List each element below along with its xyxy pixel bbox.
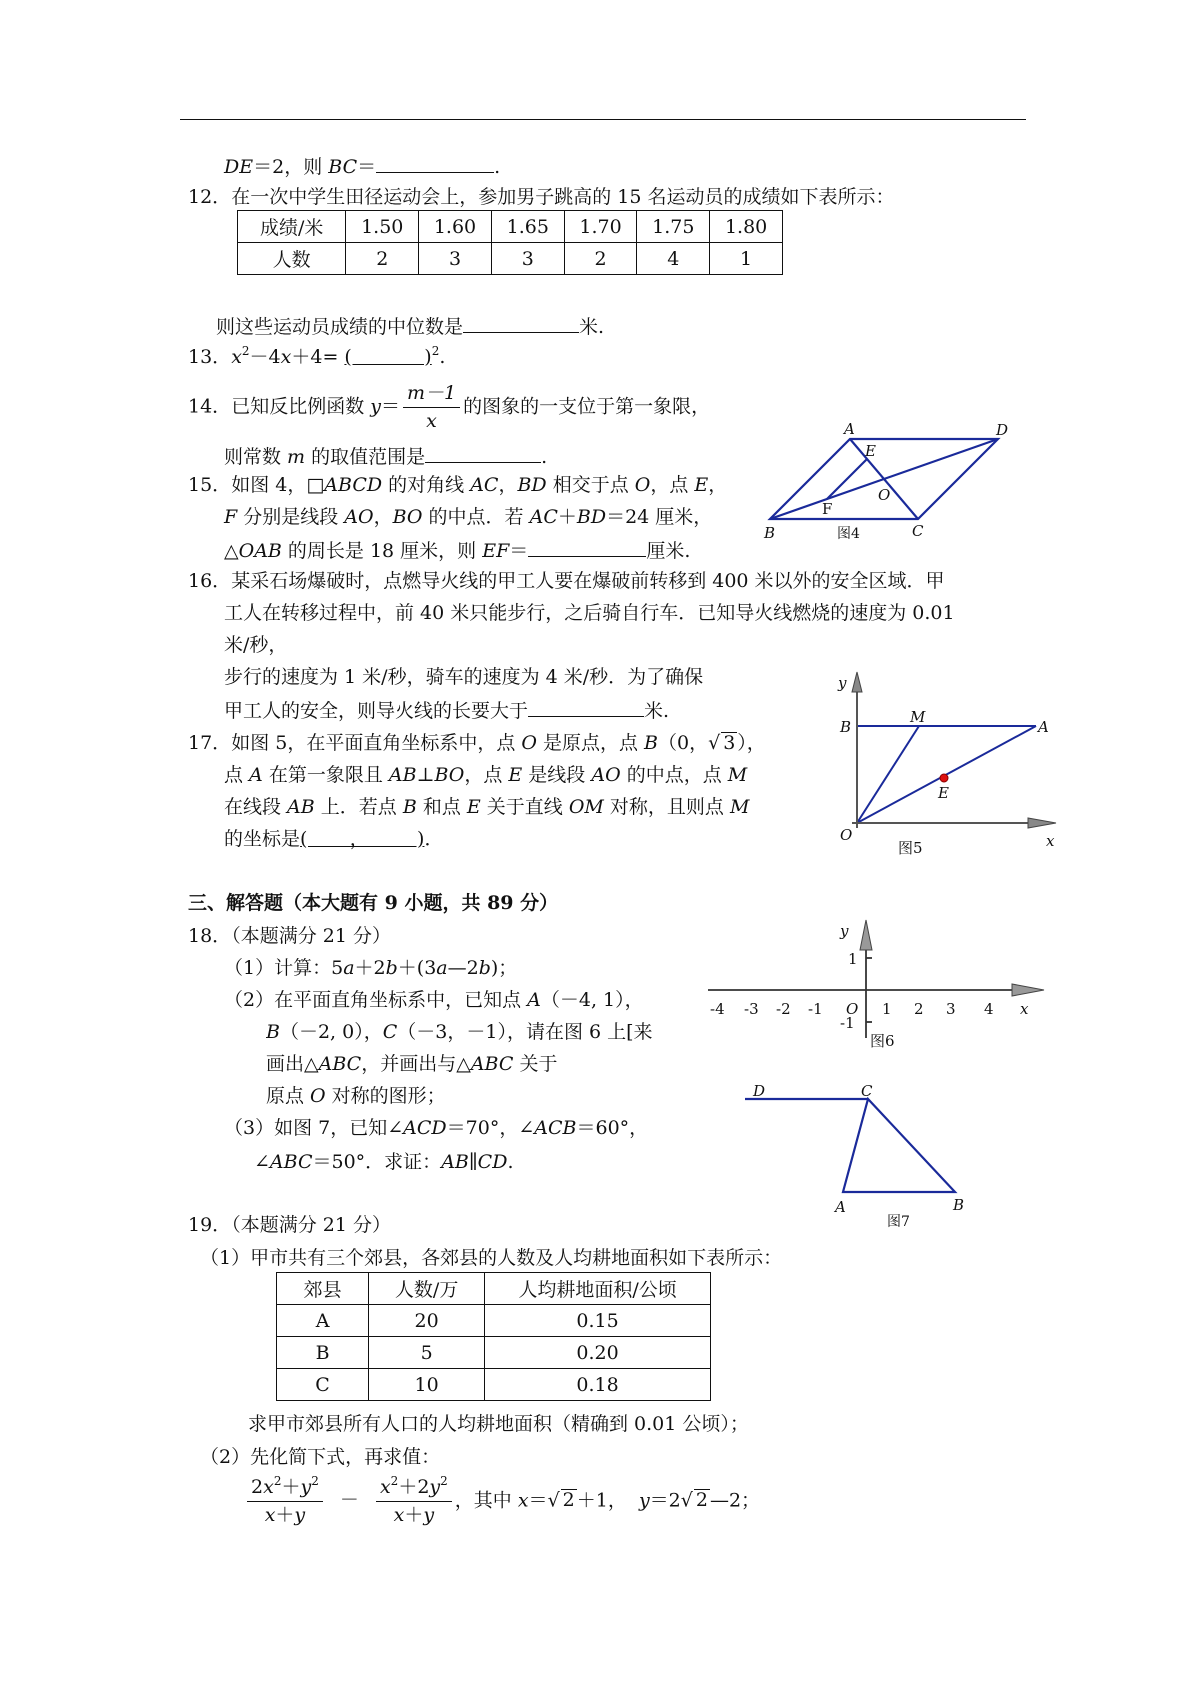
tick-label: -2 bbox=[776, 1000, 791, 1018]
table-row bbox=[277, 1369, 711, 1401]
q19-minus: － bbox=[339, 1489, 359, 1512]
sqrt-icon: √ bbox=[680, 1489, 693, 1512]
label-y: y bbox=[838, 674, 847, 692]
q17-ao: AO bbox=[591, 764, 621, 786]
section-3-heading bbox=[188, 892, 558, 915]
table-cell: 0.15 bbox=[485, 1305, 711, 1337]
q14-m: m bbox=[287, 446, 306, 468]
q15-oab: OAB bbox=[238, 540, 282, 562]
tick-label: -1 bbox=[840, 1014, 855, 1032]
q18-number: 18． bbox=[188, 925, 232, 947]
table-row bbox=[277, 1305, 711, 1337]
q17-ab: AB bbox=[388, 764, 417, 786]
label-m: M bbox=[910, 708, 926, 726]
q15-ac2: AC bbox=[529, 506, 558, 528]
q15-text: ＝24 厘米， bbox=[606, 506, 713, 528]
q17-o: O bbox=[521, 732, 537, 754]
label-b: B bbox=[840, 718, 852, 736]
q14-fraction bbox=[403, 382, 460, 433]
q14-line2 bbox=[224, 444, 547, 469]
q11-tail bbox=[224, 154, 500, 179]
q15-f: F bbox=[224, 506, 238, 528]
q11-answer-blank[interactable] bbox=[376, 154, 494, 173]
table-cell: 2 bbox=[564, 243, 637, 275]
q15-answer-blank[interactable] bbox=[528, 538, 646, 557]
q18-a: A bbox=[527, 989, 541, 1011]
point-e-marker bbox=[940, 774, 948, 782]
figure-7-geometry bbox=[745, 1080, 975, 1230]
q18-c: C bbox=[382, 1021, 398, 1043]
q14-text-post: 的图象的一支位于第一象限， bbox=[463, 395, 711, 418]
table-cell: 1.70 bbox=[564, 211, 637, 243]
q15-plus: ＋ bbox=[557, 506, 577, 528]
q17-m: M bbox=[727, 764, 748, 786]
table-cell: 成绩/米 bbox=[238, 211, 346, 243]
figure-6-coordinate-axes bbox=[706, 914, 1058, 1054]
tick-label: O bbox=[846, 1000, 859, 1018]
y-axis-label: y bbox=[840, 922, 849, 940]
y-axis-arrow-icon bbox=[852, 672, 862, 692]
q18-text: （3）如图 7，已知∠ bbox=[224, 1117, 404, 1139]
q18-expr: b bbox=[385, 957, 398, 979]
q18-text: 对称的图形； bbox=[325, 1085, 446, 1107]
q16-text: 甲工人的安全，则导火线的长要大于 bbox=[224, 700, 529, 722]
q15-text: ， bbox=[373, 506, 393, 528]
triangle-abc bbox=[843, 1099, 955, 1192]
table-cell: 0.20 bbox=[485, 1337, 711, 1369]
q13-sup: 2 bbox=[241, 344, 250, 358]
q14-y: y bbox=[370, 395, 381, 418]
q12-question bbox=[216, 314, 604, 339]
q14-text-pre: 已知反比例函数 bbox=[231, 395, 371, 418]
q18-expr: ＋2 bbox=[354, 957, 386, 979]
q14-line1 bbox=[188, 382, 710, 433]
label-e: E bbox=[938, 784, 949, 802]
q18-text: ＝70°，∠ bbox=[446, 1117, 535, 1139]
q18-cd: CD bbox=[477, 1151, 508, 1173]
q12-text: 在一次中学生田径运动会上，参加男子跳高的 15 名运动员的成绩如下表所示： bbox=[231, 186, 895, 208]
q14-dot: . bbox=[541, 446, 548, 468]
q18-acb: ACB bbox=[534, 1117, 577, 1139]
q16-line1 bbox=[188, 570, 945, 593]
q12-stem bbox=[188, 186, 894, 209]
q17-number: 17． bbox=[188, 732, 232, 754]
table-cell: A bbox=[277, 1305, 369, 1337]
q17-m2: M bbox=[729, 796, 750, 818]
label-a: A bbox=[835, 1198, 846, 1216]
q18-text: （2）在平面直角坐标系中，已知点 bbox=[224, 989, 528, 1011]
q16-answer-blank[interactable] bbox=[528, 698, 644, 717]
q18-points: （本题满分 21 分） bbox=[231, 925, 391, 947]
q11-end: . bbox=[494, 156, 501, 178]
q13-answer-blank[interactable]: ( ) bbox=[344, 346, 432, 368]
q19-part2-expression bbox=[244, 1476, 760, 1527]
q16-line3 bbox=[224, 634, 287, 657]
q17-text: 在线段 bbox=[224, 796, 288, 818]
q18-text: （－4, 1）， bbox=[540, 989, 644, 1011]
q18-b: B bbox=[266, 1021, 280, 1043]
x-axis-label: x bbox=[1020, 1000, 1029, 1018]
q13-number: 13． bbox=[188, 346, 232, 368]
q12-number: 12． bbox=[188, 186, 232, 208]
q18-expr: )； bbox=[490, 957, 518, 979]
q19-part1-question bbox=[248, 1413, 749, 1436]
q18-text: . bbox=[507, 1151, 514, 1173]
q18-ab: AB bbox=[441, 1151, 469, 1173]
table-cell: 20 bbox=[369, 1305, 485, 1337]
q18-text: 关于 bbox=[513, 1053, 558, 1075]
q18-text: 原点 bbox=[266, 1085, 311, 1107]
q17-text: 对称，且则点 bbox=[603, 796, 730, 818]
label-o: O bbox=[840, 826, 853, 844]
q15-unit: 厘米. bbox=[646, 540, 691, 562]
q17-text: 关于直线 bbox=[480, 796, 569, 818]
q12-question-unit: 米. bbox=[579, 316, 605, 338]
q17-line1 bbox=[188, 732, 766, 755]
q17-perp: ⊥ bbox=[416, 764, 435, 786]
q18-abc3: ABC bbox=[269, 1151, 313, 1173]
q17-line2 bbox=[224, 764, 747, 787]
label-o: O bbox=[878, 486, 891, 504]
q14-line2-post: 的取值范围是 bbox=[305, 446, 426, 468]
q19-table bbox=[276, 1272, 711, 1401]
figure-6-caption: 图6 bbox=[870, 1032, 895, 1050]
y-axis-arrow-icon bbox=[860, 920, 872, 950]
q15-line2 bbox=[224, 506, 712, 529]
q18-text: ，并画出与△ bbox=[361, 1053, 471, 1075]
q18-abc: ABC bbox=[318, 1053, 362, 1075]
q18-part2-line4 bbox=[266, 1085, 446, 1108]
q18-acd: ACD bbox=[403, 1117, 447, 1139]
q17-text: 是线段 bbox=[522, 764, 592, 786]
q14-number: 14． bbox=[188, 395, 232, 418]
q17-b2: B bbox=[402, 796, 417, 818]
figure-5-caption: 图5 bbox=[898, 839, 923, 857]
q13-x2: x bbox=[280, 346, 292, 368]
q13-x: x bbox=[231, 346, 242, 368]
sqrt-icon: √ bbox=[708, 732, 721, 754]
q16-text: 工人在转移过程中，前 40 米只能步行，之后骑自行车．已知导火线燃烧的速度为 0.01 bbox=[224, 602, 955, 624]
figure-5-coordinate-plane bbox=[826, 668, 1060, 858]
q19-text: ＝2 bbox=[649, 1489, 681, 1512]
table-cell: B bbox=[277, 1337, 369, 1369]
q11-eq: ＝2，则 bbox=[253, 156, 329, 178]
table-cell: 2 bbox=[346, 243, 419, 275]
q15-bd: BD bbox=[517, 474, 547, 496]
q18-text: （1）计算： bbox=[224, 957, 332, 979]
q12-question-text: 则这些运动员成绩的中位数是 bbox=[216, 316, 464, 338]
q16-line5 bbox=[224, 698, 669, 723]
table-cell: 1.75 bbox=[637, 211, 710, 243]
q17-e: E bbox=[508, 764, 523, 786]
segment-om bbox=[857, 726, 919, 823]
table-cell: 5 bbox=[369, 1337, 485, 1369]
frac-num: $2x^2+y^2$ bbox=[247, 1476, 323, 1502]
tick-label: 4 bbox=[984, 1000, 994, 1018]
q18-text: （－3，－1），请在图 6 上[来 bbox=[397, 1021, 653, 1043]
diagonal-bd bbox=[770, 439, 998, 519]
tick-label: -4 bbox=[710, 1000, 725, 1018]
frac-den: x＋y bbox=[264, 1503, 306, 1526]
section-3-title: 三、解答题（本大题有 9 小题，共 89 分） bbox=[188, 892, 559, 914]
sqrt-icon: √ bbox=[547, 1489, 560, 1512]
q17-text: 在第一象限且 bbox=[262, 764, 389, 786]
table-cell: 3 bbox=[491, 243, 564, 275]
q19-text: 求甲市郊县所有人口的人均耕地面积（精确到 0.01 公顷）； bbox=[248, 1413, 749, 1435]
q14-eq: ＝ bbox=[380, 395, 400, 418]
q17-text: ）， bbox=[737, 732, 766, 754]
q17-text: 和点 bbox=[416, 796, 467, 818]
q18-header bbox=[188, 925, 391, 948]
q18-abc2: ABC bbox=[470, 1053, 514, 1075]
q16-text: 某采石场爆破时，点燃导火线的甲工人要在爆破前转移到 400 米以外的安全区域．甲 bbox=[231, 570, 945, 592]
tick-label: 1 bbox=[848, 950, 858, 968]
table-cell: 人均耕地面积/公顷 bbox=[485, 1273, 711, 1305]
q13-end: ＋4= bbox=[291, 346, 345, 368]
table-cell: 1.50 bbox=[346, 211, 419, 243]
q16-line4 bbox=[224, 666, 703, 689]
q18-expr: b bbox=[478, 957, 491, 979]
q19-text: （1）甲市共有三个郊县，各郊县的人数及人均耕地面积如下表所示： bbox=[200, 1247, 783, 1269]
q17-text: （0， bbox=[658, 732, 709, 754]
q19-y: y bbox=[638, 1489, 650, 1512]
q18-expr: —2 bbox=[447, 957, 479, 979]
table-cell: 1 bbox=[710, 243, 783, 275]
q17-answer-blank[interactable]: ( ， ) bbox=[300, 828, 425, 850]
q15-abcd: □ABCD bbox=[306, 474, 383, 496]
q13 bbox=[188, 346, 445, 369]
q19-text: —2； bbox=[709, 1489, 761, 1512]
q19-part1 bbox=[200, 1247, 782, 1270]
q15-ef: EF bbox=[482, 540, 510, 562]
label-d: D bbox=[753, 1082, 766, 1100]
tick-label: -1 bbox=[808, 1000, 823, 1018]
q16-text: 米/秒， bbox=[224, 634, 288, 656]
q17-bo: BO bbox=[434, 764, 465, 786]
q19-fraction-1 bbox=[247, 1476, 323, 1527]
tick-label: 2 bbox=[914, 1000, 924, 1018]
q18-part3-line2 bbox=[254, 1151, 513, 1174]
table-cell: 1.60 bbox=[419, 211, 492, 243]
q15-text: 分别是线段 bbox=[237, 506, 345, 528]
q15-e: E bbox=[694, 474, 709, 496]
q17-text: 如图 5，在平面直角坐标系中，点 bbox=[231, 732, 522, 754]
q15-line3 bbox=[224, 538, 690, 563]
figure-7-caption: 图7 bbox=[887, 1214, 910, 1230]
q19-text: ＋1， bbox=[576, 1489, 639, 1512]
table-cell: 3 bbox=[419, 243, 492, 275]
tick-label: 3 bbox=[946, 1000, 956, 1018]
q17-text: 点 bbox=[224, 764, 250, 786]
tick-label: -3 bbox=[744, 1000, 759, 1018]
q13-sup2: 2 bbox=[431, 344, 440, 358]
q17-ab2: AB bbox=[287, 796, 315, 818]
q15-text: 的中点．若 bbox=[422, 506, 530, 528]
q18-text: ＝50°．求证： bbox=[312, 1151, 442, 1173]
label-e: E bbox=[865, 442, 876, 460]
q18-part3-line1 bbox=[224, 1117, 648, 1140]
q11-eq2: ＝ bbox=[357, 156, 377, 178]
frac-den: x＋y bbox=[393, 1503, 435, 1526]
q15-text: ， bbox=[708, 474, 728, 496]
label-b: B bbox=[764, 524, 776, 542]
q19-sqrt2: 2 bbox=[695, 1489, 708, 1512]
q15-text: 如图 4， bbox=[231, 474, 307, 496]
table-cell: 4 bbox=[637, 243, 710, 275]
q19-part2 bbox=[200, 1446, 440, 1469]
q17-text: 的坐标是 bbox=[224, 828, 301, 850]
q15-text: ， bbox=[498, 474, 518, 496]
q17-text: ，点 bbox=[464, 764, 509, 786]
q12-table bbox=[237, 210, 783, 275]
table-cell: 1.65 bbox=[491, 211, 564, 243]
q14-frac-num: m－1 bbox=[403, 382, 460, 408]
q17-line3 bbox=[224, 796, 749, 819]
q18-expr: a bbox=[343, 957, 355, 979]
q14-answer-blank[interactable] bbox=[425, 444, 541, 463]
q17-a: A bbox=[249, 764, 263, 786]
q15-text: ，点 bbox=[650, 474, 695, 496]
q18-expr: a bbox=[436, 957, 448, 979]
q13-dot: . bbox=[439, 346, 446, 368]
q15-ac: AC bbox=[470, 474, 499, 496]
x-axis-arrow-icon bbox=[1012, 984, 1044, 996]
q16-number: 16． bbox=[188, 570, 232, 592]
q15-triangle: △ bbox=[224, 540, 239, 562]
q15-ao: AO bbox=[344, 506, 374, 528]
frac-num: $x^2+2y^2$ bbox=[376, 1476, 452, 1502]
q16-line2 bbox=[224, 602, 955, 625]
table-row bbox=[277, 1337, 711, 1369]
table-cell: 人数/万 bbox=[369, 1273, 485, 1305]
q18-part2-line3 bbox=[266, 1053, 557, 1076]
label-d: D bbox=[996, 421, 1009, 439]
q15-text: 相交于点 bbox=[546, 474, 635, 496]
q15-text: 的对角线 bbox=[382, 474, 471, 496]
q18-part2-line1 bbox=[224, 989, 644, 1012]
q19-text: ，其中 bbox=[454, 1489, 518, 1512]
label-x: x bbox=[1046, 832, 1055, 850]
q19-points: （本题满分 21 分） bbox=[231, 1214, 391, 1236]
header-rule bbox=[180, 119, 1026, 120]
figure-4-caption: 图4 bbox=[837, 526, 860, 542]
q19-sqrt: 2 bbox=[562, 1489, 575, 1512]
q15-bd2: BD bbox=[576, 506, 607, 528]
q17-line4 bbox=[224, 828, 443, 851]
q14-line2-pre: 则常数 bbox=[224, 446, 288, 468]
label-f: F bbox=[822, 500, 833, 518]
q17-e2: E bbox=[466, 796, 481, 818]
q18-part2-line2 bbox=[266, 1021, 696, 1044]
table-cell: 人数 bbox=[238, 243, 346, 275]
q17-om: OM bbox=[568, 796, 604, 818]
q18-part1 bbox=[224, 957, 517, 980]
q18-parallel: ∥ bbox=[468, 1151, 478, 1173]
label-b: B bbox=[953, 1196, 965, 1214]
q19-fraction-2 bbox=[376, 1476, 452, 1527]
q17-text: 是原点，点 bbox=[536, 732, 645, 754]
q12-answer-blank[interactable] bbox=[463, 314, 579, 333]
q15-o: O bbox=[634, 474, 651, 496]
table-row bbox=[277, 1273, 711, 1305]
q18-angle: ∠ bbox=[254, 1151, 270, 1173]
q18-expr: ＋(3 bbox=[397, 957, 437, 979]
q15-eq: ＝ bbox=[509, 540, 529, 562]
q11-bc: BC bbox=[328, 156, 358, 178]
label-a: A bbox=[1038, 718, 1049, 736]
table-row bbox=[238, 211, 783, 243]
q16-unit: 米. bbox=[644, 700, 670, 722]
table-cell: 1.80 bbox=[710, 211, 783, 243]
q14-frac-den: x bbox=[426, 409, 437, 432]
q17-text: 的中点，点 bbox=[620, 764, 728, 786]
q15-line1 bbox=[188, 474, 727, 497]
q17-text: 上．若点 bbox=[314, 796, 403, 818]
q19-text: （2）先化简下式，再求值： bbox=[200, 1446, 441, 1468]
q18-o: O bbox=[310, 1085, 326, 1107]
q15-text: 的周长是 18 厘米，则 bbox=[281, 540, 483, 562]
table-row bbox=[238, 243, 783, 275]
q19-text: ＝ bbox=[528, 1489, 548, 1512]
table-cell: 10 bbox=[369, 1369, 485, 1401]
q18-expr: 5 bbox=[331, 957, 344, 979]
table-cell: 郊县 bbox=[277, 1273, 369, 1305]
q19-header bbox=[188, 1214, 391, 1237]
table-cell: 0.18 bbox=[485, 1369, 711, 1401]
q17-text: ． bbox=[424, 828, 444, 850]
label-a: A bbox=[844, 420, 855, 438]
q18-text: ＝60°， bbox=[576, 1117, 649, 1139]
tick-label: 1 bbox=[882, 1000, 892, 1018]
label-c: C bbox=[861, 1082, 873, 1100]
q15-number: 15． bbox=[188, 474, 232, 496]
figure-4-parallelogram bbox=[760, 420, 1020, 550]
x-axis-arrow-icon bbox=[1028, 818, 1056, 828]
table-cell: C bbox=[277, 1369, 369, 1401]
q16-text: 步行的速度为 1 米/秒，骑车的速度为 4 米/秒．为了确保 bbox=[224, 666, 704, 688]
q18-text: 画出△ bbox=[266, 1053, 319, 1075]
q11-de: DE bbox=[224, 156, 254, 178]
q13-mid: －4 bbox=[249, 346, 281, 368]
q17-sqrt3: 3 bbox=[723, 732, 736, 754]
q19-x: x bbox=[517, 1489, 529, 1512]
q15-bo: BO bbox=[392, 506, 423, 528]
q17-b: B bbox=[644, 732, 658, 754]
label-c: C bbox=[912, 522, 924, 540]
q18-text: （－2, 0）， bbox=[279, 1021, 383, 1043]
q19-number: 19． bbox=[188, 1214, 232, 1236]
